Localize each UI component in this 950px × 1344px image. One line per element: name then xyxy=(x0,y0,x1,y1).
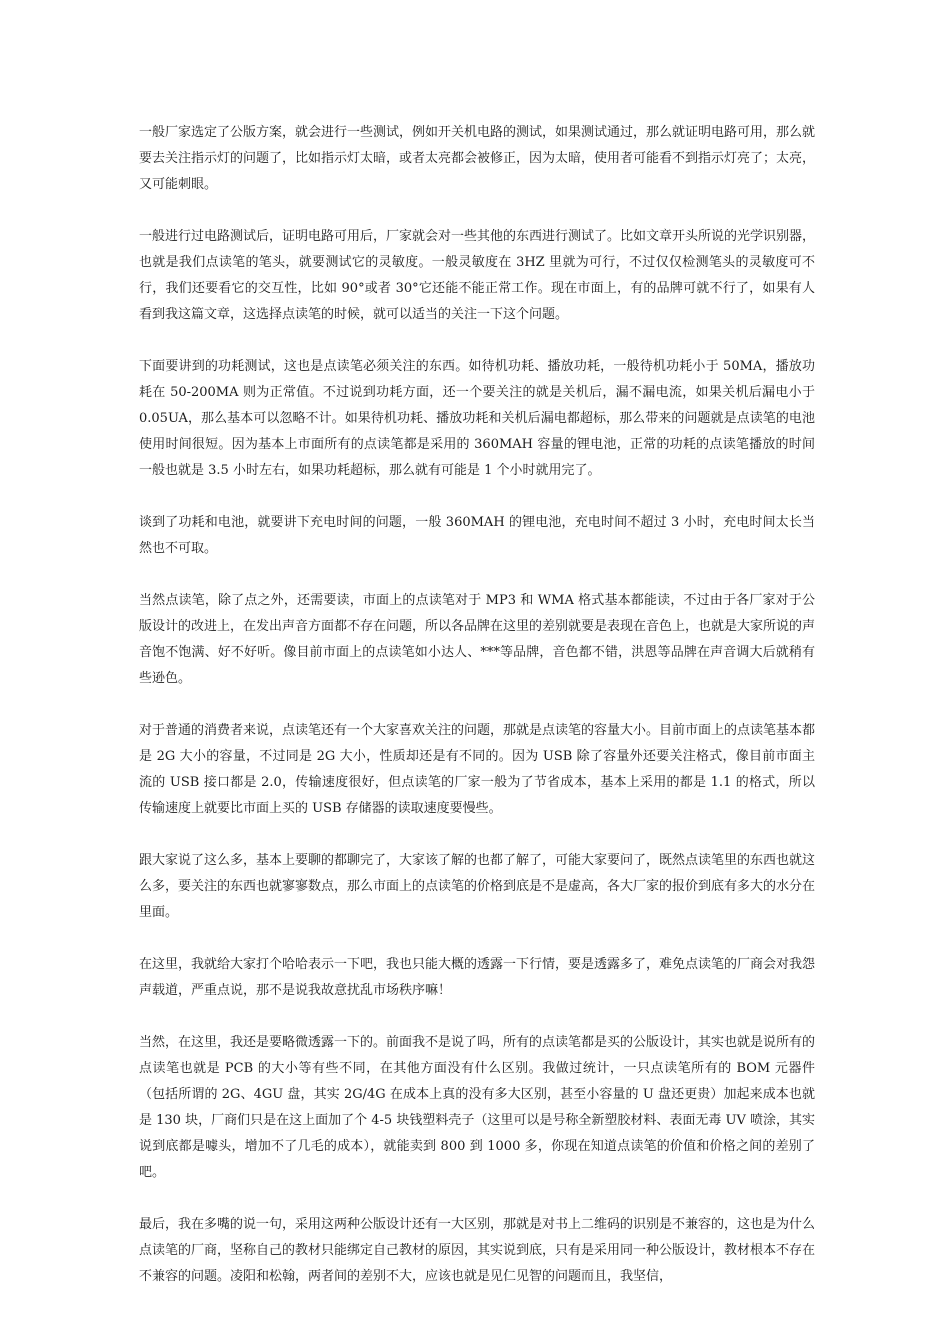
paragraph-compatibility: 最后，我在多嘴的说一句，采用这两种公版设计还有一大区别，那就是对书上二维码的识别是不兼容的，这也是为什么点读笔的厂商，坚称自己的教材只能绑定自己教材的原因，其实说到底，只有是采用同一种公版设计，教材根本不存在不兼容的问题。凌阳和松翰，两者间的差别不大，应该也就是见仁见智的问题而且，我坚信， xyxy=(139,1217,816,1284)
paragraph-sensitivity: 一般进行过电路测试后，证明电路可用后，厂家就会对一些其他的东西进行测试了。比如文章开头所说的光学识别器，也就是我们点读笔的笔头，就要测试它的灵敏度。一般灵敏度在 3HZ 里就为可行，不过仅仅检测笔头的灵敏度可不行，我们还要看它的交互性，比如 90°或者 30°它还能不能正常工作。现在市面上，有的品牌可就不行了，如果有人看到我这篇文章，这选择点读笔的时候，就可以适当的关注一下这个问题。 xyxy=(139,229,816,322)
document-body xyxy=(139,120,815,1316)
paragraph-disclosure: 在这里，我就给大家打个哈哈表示一下吧，我也只能大概的透露一下行情，要是透露多了，难免点读笔的厂商会对我怨声载道，严重点说，那不是说我故意扰乱市场秩序嘛！ xyxy=(139,957,816,998)
paragraph-power-consumption: 下面要讲到的功耗测试，这也是点读笔必须关注的东西。如待机功耗、播放功耗，一般待机功耗小于 50MA，播放功耗在 50-200MA 则为正常值。不过说到功耗方面，还一个要关注的就是关机后，漏不漏电流，如果关机后漏电小于 0.05UA，那么基本可以忽略不计。如果待机功耗、播放功耗和关机后漏电都超标，那么带来的问题就是点读笔的电池使用时间很短。因为基本上市面所有的点读笔都是采用的 360MAH 容量的锂电池，正常的功耗的点读笔播放的时间一般也就是 3.5 小时左右，如果功耗超标，那么就有可能是 1 个小时就用完了。 xyxy=(139,359,815,478)
paragraph-audio: 当然点读笔，除了点之外，还需要读，市面上的点读笔对于 MP3 和 WMA 格式基本都能读，不过由于各厂家对于公版设计的改进上，在发出声音方面都不存在问题，所以各品牌在这里的差别就要是表现在音色上，也就是大家所说的声音饱不饱满、好不好听。像目前市面上的点读笔如小达人、***等品牌，音色都不错，洪恩等品牌在声音调大后就稍有些逊色。 xyxy=(139,593,816,686)
paragraph-charging: 谈到了功耗和电池，就要讲下充电时间的问题，一般 360MAH 的锂电池，充电时间不超过 3 小时，充电时间太长当然也不可取。 xyxy=(139,515,815,556)
paragraph-test-circuit: 一般厂家选定了公版方案，就会进行一些测试，例如开关机电路的测试，如果测试通过，那么就证明电路可用，那么就要去关注指示灯的问题了，比如指示灯太暗，或者太亮都会被修正，因为太暗，使用者可能看不到指示灯亮了；太亮，又可能刺眼。 xyxy=(139,125,816,192)
paragraph-price-question: 跟大家说了这么多，基本上要聊的都聊完了，大家该了解的也都了解了，可能大家要问了，既然点读笔里的东西也就这么多，要关注的东西也就寥寥数点，那么市面上的点读笔的价格到底是不是虚高，各大厂家的报价到底有多大的水分在里面。 xyxy=(139,853,816,920)
paragraph-capacity: 对于普通的消费者来说，点读笔还有一个大家喜欢关注的问题，那就是点读笔的容量大小。目前市面上的点读笔基本都是 2G 大小的容量，不过同是 2G 大小，性质却还是有不同的。因为 USB 除了容量外还要关注格式，像目前市面主流的 USB 接口都是 2.0，传输速度很好，但点读笔的厂家一般为了节省成本，基本上采用的都是 1.1 的格式，所以传输速度上就要比市面上买的 USB 存储器的读取速度要慢些。 xyxy=(139,723,816,816)
paragraph-cost: 当然，在这里，我还是要略微透露一下的。前面我不是说了吗，所有的点读笔都是买的公版设计，其实也就是说所有的点读笔也就是 PCB 的大小等有些不同，在其他方面没有什么区别。我做过统计，一只点读笔所有的 BOM 元器件（包括所谓的 2G、4GU 盘，其实 2G/4G 在成本上真的没有多大区别，甚至小容量的 U 盘还更贵）加起来成本也就是 130 块，厂商们只是在这上面加了个 4-5 块钱塑料壳子（这里可以是号称全新塑胶材料、表面无毒 UV 喷涂，其实说到底都是噱头，增加不了几毛的成本），就能卖到 800 到 1000 多，你现在知道点读笔的价值和价格之间的差别了吧。 xyxy=(139,1035,816,1180)
